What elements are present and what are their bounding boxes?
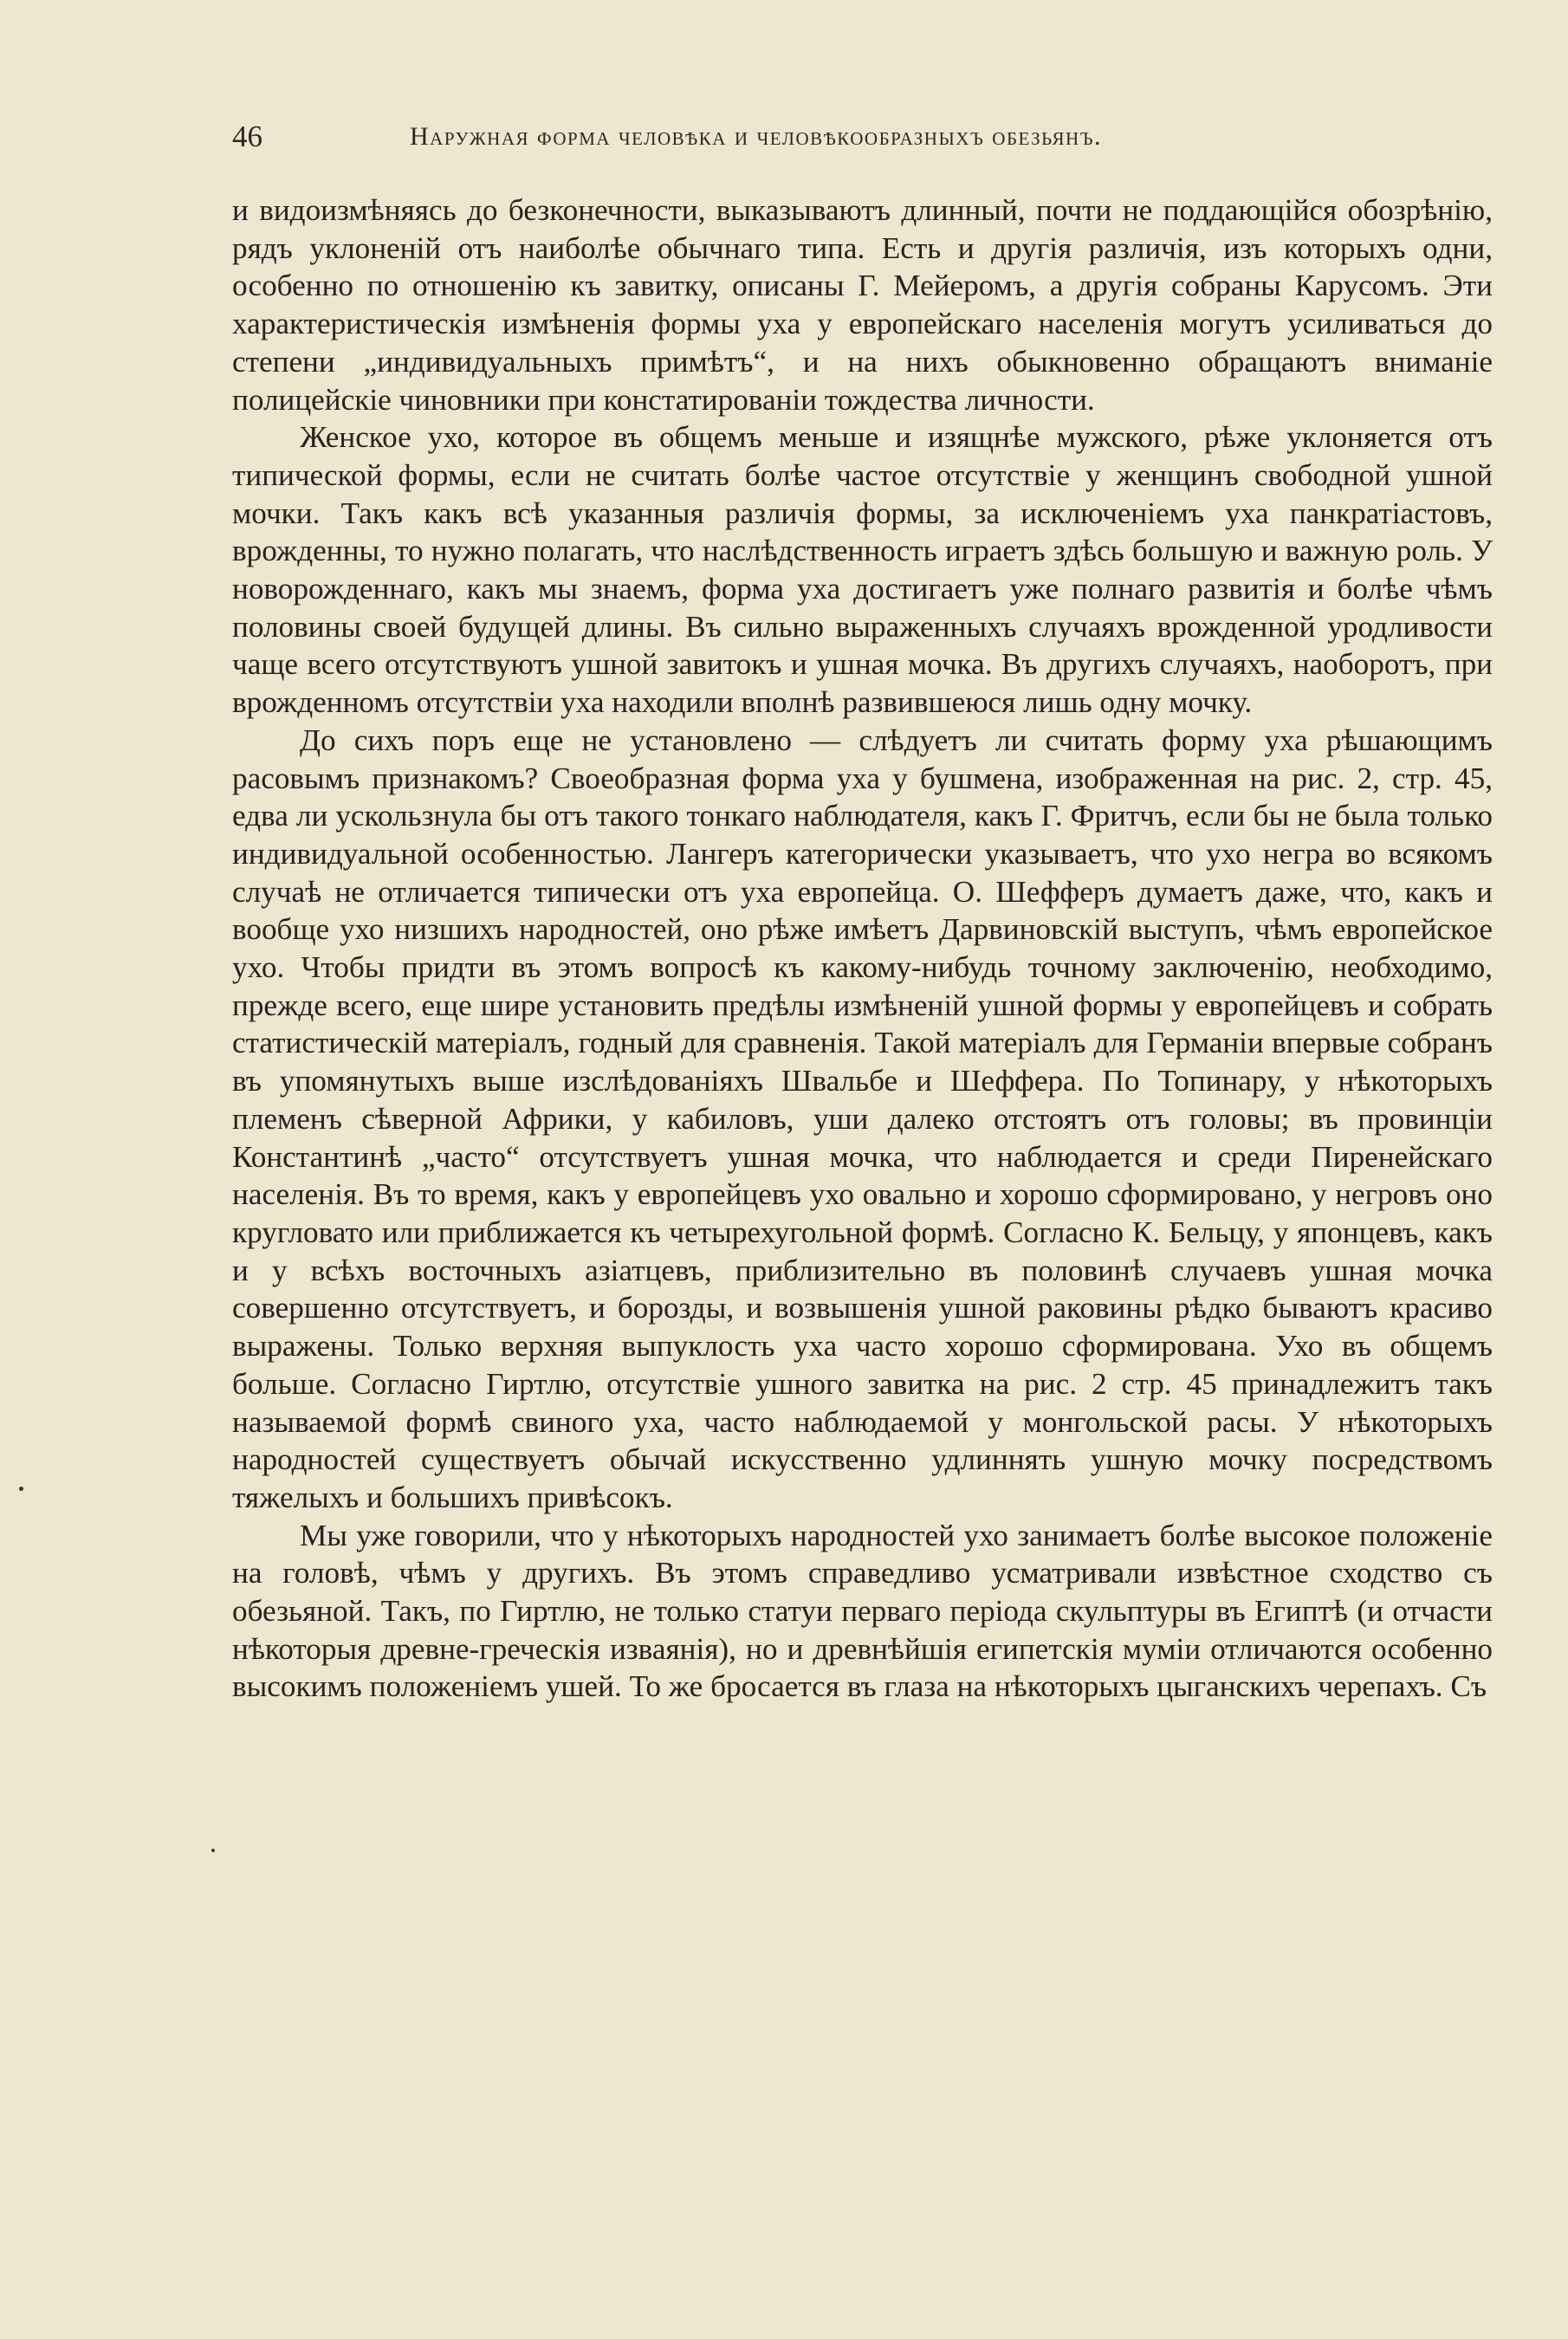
running-title: Наружная форма человѣка и человѣкообразныхъ обезьянъ.	[410, 122, 1103, 151]
paragraph-1: и видоизмѣняясь до безконечности, выказываютъ длинный, почти не поддающійся обозрѣнію, рядъ уклоненій отъ наиболѣе обычнаго типа. Есть и другія различія, изъ которыхъ одни, особенно по отношенію къ завитку, описаны Г. Мейеромъ, а другія собраны Карусомъ. Эти характеристическія измѣненія формы уха у европейскаго населенія могутъ усиливаться до степени „индивидуальныхъ примѣтъ“, и на нихъ обыкновенно обращаютъ вниманіе полицейскіе чиновники при констатированіи тождества личности.	[232, 193, 1493, 417]
paragraph-4: Мы уже говорили, что у нѣкоторыхъ народностей ухо занимаетъ болѣе высокое положеніе на головѣ, чѣмъ у другихъ. Въ этомъ справедливо усматривали извѣстное сходство съ обезьяной. Такъ, по Гиртлю, не только статуи перваго періода скульптуры въ Египтѣ (и отчасти нѣкоторыя древне-греческія изваянія), но и древнѣйшія египетскія муміи отличаются особенно высокимъ положеніемъ ушей. То же бросается въ глаза на нѣкоторыхъ цыганскихъ черепахъ. Съ	[232, 1518, 1493, 1704]
ink-speck	[211, 1849, 215, 1852]
paragraph-2: Женское ухо, которое въ общемъ меньше и изящнѣе мужского, рѣже уклоняется отъ типической формы, если не считать болѣе частое отсутствіе у женщинъ свободной ушной мочки. Такъ какъ всѣ указанныя различія формы, за исключеніемъ уха панкратіастовъ, врожденны, то нужно полагать, что наслѣдственность играетъ здѣсь большую и важную роль. У новорожденнаго, какъ мы знаемъ, форма уха достигаетъ уже полнаго развитія и болѣе чѣмъ половины своей будущей длины. Въ сильно выраженныхъ случаяхъ врожденной уродливости чаще всего отсутствуютъ ушной завитокъ и ушная мочка. Въ другихъ случаяхъ, наоборотъ, при врожденномъ отсутствіи уха находили вполнѣ развившеюся лишь одну мочку.	[232, 420, 1493, 720]
paragraph-3: До сихъ поръ еще не установлено — слѣдуетъ ли считать форму уха рѣшающимъ расовымъ признакомъ? Своеобразная форма уха у бушмена, изображенная на рис. 2, стр. 45, едва ли ускользнула бы отъ такого тонкаго наблюдателя, какъ Г. Фритчъ, если бы не была только индивидуальной особенностью. Лангеръ категорически указываетъ, что ухо негра во всякомъ случаѣ не отличается типически отъ уха европейца. О. Шефферъ думаетъ даже, что, какъ и вообще ухо низшихъ народностей, оно рѣже имѣетъ Дарвиновскій выступъ, чѣмъ европейское ухо. Чтобы придти въ этомъ вопросѣ къ какому-нибудь точному заключенію, необходимо, прежде всего, еще шире установить предѣлы измѣненій ушной формы у европейцевъ и собрать статистическій матеріалъ, годный для сравненія. Такой матеріалъ для Германіи впервые собранъ въ упомянутыхъ выше изслѣдованіяхъ Швальбе и Шеффера. По Топинару, у нѣкоторыхъ племенъ сѣверной Африки, у кабиловъ, уши далеко отстоятъ отъ головы; въ провинціи Константинѣ „часто“ отсутствуетъ ушная мочка, что наблюдается и среди Пиренейскаго населенія. Въ то время, какъ у европейцевъ ухо овально и хорошо сформировано, у негровъ оно кругловато или приближается къ четырехугольной формѣ. Согласно К. Бельцу, у японцевъ, какъ и у всѣхъ восточныхъ азіатцевъ, приблизительно въ половинѣ случаевъ ушная мочка совершенно отсутствуетъ, и борозды, и возвышенія ушной раковины рѣдко бываютъ красиво выражены. Только верхняя выпуклость уха часто хорошо сформирована. Ухо въ общемъ больше. Согласно Гиртлю, отсутствіе ушного завитка на рис. 2 стр. 45 принадлежитъ такъ называемой формѣ свиного уха, часто наблюдаемой у монгольской расы. У нѣкоторыхъ народностей существуетъ обычай искусственно удлиннять ушную мочку посредствомъ тяжелыхъ и большихъ привѣсокъ.	[232, 722, 1493, 1514]
body-text	[232, 191, 1493, 1706]
running-header	[232, 111, 1332, 163]
page-number: 46	[232, 120, 262, 153]
ink-speck	[19, 1487, 23, 1491]
